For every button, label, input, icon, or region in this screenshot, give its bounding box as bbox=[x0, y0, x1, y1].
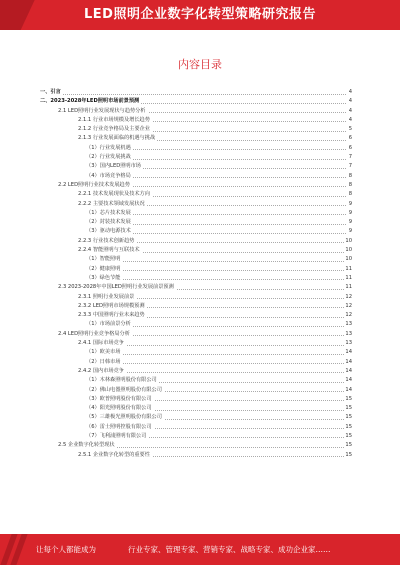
toc-entry-label: （2）佛山电器照明股份有限公司 bbox=[86, 386, 164, 395]
toc-entry-label: 2.4 LED照明行业竞争格局分析 bbox=[58, 330, 132, 339]
toc-page-number: 10 bbox=[344, 237, 352, 246]
toc-entry-label: （7）飞利浦照明有限公司 bbox=[86, 432, 148, 441]
toc-entry[interactable] bbox=[40, 339, 352, 348]
toc-entry-label: （3）绿色节能 bbox=[86, 274, 122, 283]
toc-heading: 内容目录 bbox=[178, 58, 222, 71]
toc-page-number: 4 bbox=[348, 116, 352, 125]
footer-slogan-left: 让每个人都能成为 bbox=[36, 545, 96, 554]
toc-entry-label: （2）行业发展挑战 bbox=[86, 153, 133, 162]
toc-leader-dots bbox=[86, 279, 346, 280]
toc-page-number: 14 bbox=[344, 376, 352, 385]
toc-entry-label: 2.1.1 行业市场规模及增长趋势 bbox=[78, 116, 152, 125]
toc-entry-label: （2）日韩市场 bbox=[86, 358, 122, 367]
toc-entry[interactable] bbox=[40, 395, 352, 404]
toc-page-number: 10 bbox=[344, 255, 352, 264]
toc-page-number: 15 bbox=[344, 423, 352, 432]
toc-entry[interactable] bbox=[40, 200, 352, 209]
toc-page-number: 14 bbox=[344, 358, 352, 367]
toc-entry[interactable] bbox=[40, 134, 352, 143]
toc-entry-label: 2.2.3 行业技术创新趋势 bbox=[78, 237, 136, 246]
toc-entry[interactable] bbox=[40, 144, 352, 153]
toc-page-number: 4 bbox=[348, 107, 352, 116]
toc-entry-label: 2.1.3 行业发展面临的机遇与挑战 bbox=[78, 134, 157, 143]
toc-entry[interactable] bbox=[40, 348, 352, 357]
toc-leader-dots bbox=[86, 354, 346, 355]
toc-entry[interactable] bbox=[40, 330, 352, 339]
toc-page-number: 12 bbox=[344, 311, 352, 320]
toc-page-number: 8 bbox=[348, 172, 352, 181]
toc-page-number: 6 bbox=[348, 144, 352, 153]
report-title: LED照明企业数字化转型策略研究报告 bbox=[84, 7, 316, 22]
toc-entry-label: 二、2023-2028年LED照明市场前景预测 bbox=[40, 97, 141, 106]
toc-page-number: 12 bbox=[344, 302, 352, 311]
toc-entry[interactable] bbox=[40, 237, 352, 246]
toc-leader-dots bbox=[86, 261, 346, 262]
toc-page-number: 4 bbox=[348, 97, 352, 106]
toc-entry[interactable] bbox=[40, 97, 352, 106]
toc-entry[interactable] bbox=[40, 172, 352, 181]
toc-entry[interactable] bbox=[40, 283, 352, 292]
toc-page-number: 13 bbox=[344, 330, 352, 339]
toc-entry[interactable] bbox=[40, 116, 352, 125]
toc-page-number: 7 bbox=[348, 162, 352, 171]
toc-page-number: 8 bbox=[348, 181, 352, 190]
report-footer bbox=[0, 534, 400, 565]
toc-entry-label: （1）智能照明 bbox=[86, 255, 122, 264]
toc-entry[interactable] bbox=[40, 274, 352, 283]
toc-entry[interactable] bbox=[40, 218, 352, 227]
toc-page-number: 5 bbox=[348, 125, 352, 134]
toc-page-number: 15 bbox=[344, 432, 352, 441]
toc-entry[interactable] bbox=[40, 162, 352, 171]
toc-entry-label: （1）欧美市场 bbox=[86, 348, 122, 357]
toc-entry-label: 2.2.2 主要技术领域发展状况 bbox=[78, 200, 147, 209]
toc-entry[interactable] bbox=[40, 386, 352, 395]
toc-page-number: 14 bbox=[344, 348, 352, 357]
toc-entry-label: 2.5 企业数字化转型现状 bbox=[58, 441, 117, 450]
toc-entry[interactable] bbox=[40, 413, 352, 422]
toc-leader-dots bbox=[86, 363, 346, 364]
toc-entry[interactable] bbox=[40, 441, 352, 450]
toc-page-number: 9 bbox=[348, 209, 352, 218]
toc-entry[interactable] bbox=[40, 153, 352, 162]
toc-page-number: 9 bbox=[348, 227, 352, 236]
toc-entry[interactable] bbox=[40, 293, 352, 302]
toc-entry[interactable] bbox=[40, 107, 352, 116]
toc-entry-label: 2.1.2 行业竞争格局及主要企业 bbox=[78, 125, 152, 134]
toc-page-number: 10 bbox=[344, 246, 352, 255]
toc-entry-label: 一、引言 bbox=[40, 88, 63, 97]
toc-entry[interactable] bbox=[40, 265, 352, 274]
toc-entry-label: 2.1 LED照明行业发展现状与趋势分析 bbox=[58, 107, 148, 116]
table-of-contents bbox=[40, 88, 352, 460]
toc-leader-dots bbox=[40, 94, 346, 95]
toc-page-number: 12 bbox=[344, 293, 352, 302]
toc-page-number: 11 bbox=[344, 265, 352, 274]
toc-entry-label: （6）雷士照明控股有限公司 bbox=[86, 423, 154, 432]
toc-page-number: 11 bbox=[344, 283, 352, 292]
toc-entry-label: 2.3 2023-2028年中国LED照明行业发展前景预测 bbox=[58, 283, 176, 292]
report-header bbox=[0, 0, 400, 30]
toc-entry[interactable] bbox=[40, 367, 352, 376]
toc-entry[interactable] bbox=[40, 246, 352, 255]
toc-entry[interactable] bbox=[40, 311, 352, 320]
toc-page-number: 15 bbox=[344, 413, 352, 422]
toc-entry[interactable] bbox=[40, 451, 352, 460]
toc-entry-label: 2.3.3 中国照明行业未来趋势 bbox=[78, 311, 147, 320]
toc-entry-label: （2）封装技术发展 bbox=[86, 218, 133, 227]
toc-entry-label: 2.2 LED照明行业技术发展趋势 bbox=[58, 181, 132, 190]
toc-page-number: 9 bbox=[348, 200, 352, 209]
toc-entry[interactable] bbox=[40, 423, 352, 432]
toc-page-number: 14 bbox=[344, 386, 352, 395]
toc-entry-label: （4）市场竞争格局 bbox=[86, 172, 133, 181]
toc-entry[interactable] bbox=[40, 227, 352, 236]
toc-entry-label: 2.4.2 国内市场竞争 bbox=[78, 367, 126, 376]
toc-entry-label: 2.4.1 国际市场竞争 bbox=[78, 339, 126, 348]
toc-entry-label: （3）驱动电源技术 bbox=[86, 227, 133, 236]
toc-page-number: 15 bbox=[344, 395, 352, 404]
toc-entry[interactable] bbox=[40, 209, 352, 218]
toc-entry-label: 2.3.1 照明行业发展前景 bbox=[78, 293, 136, 302]
toc-leader-dots bbox=[86, 270, 346, 271]
toc-entry[interactable] bbox=[40, 255, 352, 264]
toc-page-number: 13 bbox=[344, 339, 352, 348]
toc-entry-label: （1）木林森照明股份有限公司 bbox=[86, 376, 159, 385]
toc-entry[interactable] bbox=[40, 190, 352, 199]
toc-entry[interactable] bbox=[40, 404, 352, 413]
toc-page-number: 15 bbox=[344, 441, 352, 450]
toc-entry[interactable] bbox=[40, 302, 352, 311]
toc-entry-label: （3）欧普照明股份有限公司 bbox=[86, 395, 154, 404]
toc-entry-label: 2.5.1 企业数字化转型的重要性 bbox=[78, 451, 152, 460]
toc-page-number: 13 bbox=[344, 320, 352, 329]
toc-entry-label: （1）芯片技术发展 bbox=[86, 209, 133, 218]
toc-entry-label: （2）健康照明 bbox=[86, 265, 122, 274]
toc-page-number: 14 bbox=[344, 367, 352, 376]
toc-entry[interactable] bbox=[40, 432, 352, 441]
footer-slogan-right: 行业专家、管理专家、营销专家、战略专家、成功企业家…… bbox=[128, 545, 331, 554]
toc-entry-label: 2.2.1 技术发展现状及技术方向 bbox=[78, 190, 152, 199]
toc-entry[interactable] bbox=[40, 125, 352, 134]
toc-page-number: 8 bbox=[348, 190, 352, 199]
toc-page-number: 15 bbox=[344, 451, 352, 460]
toc-entry-label: 2.3.2 LED照明市场规模预测 bbox=[78, 302, 147, 311]
toc-entry[interactable] bbox=[40, 376, 352, 385]
toc-entry-label: （4）阳光照明股份有限公司 bbox=[86, 404, 154, 413]
toc-page-number: 6 bbox=[348, 134, 352, 143]
toc-entry-label: （1）行业发展机遇 bbox=[86, 144, 133, 153]
toc-entry[interactable] bbox=[40, 88, 352, 97]
toc-page-number: 4 bbox=[348, 88, 352, 97]
toc-entry[interactable] bbox=[40, 181, 352, 190]
toc-entry[interactable] bbox=[40, 358, 352, 367]
toc-page-number: 11 bbox=[344, 274, 352, 283]
toc-entry[interactable] bbox=[40, 320, 352, 329]
toc-page-number: 7 bbox=[348, 153, 352, 162]
toc-entry-label: （5）三雄极光照明股份有限公司 bbox=[86, 413, 164, 422]
toc-entry-label: 2.2.4 智能照明与互联技术 bbox=[78, 246, 142, 255]
toc-page-number: 9 bbox=[348, 218, 352, 227]
toc-entry-label: （3）国内LED照明市场 bbox=[86, 162, 143, 171]
toc-entry-label: （1）市场前景分析 bbox=[86, 320, 133, 329]
toc-page-number: 15 bbox=[344, 404, 352, 413]
